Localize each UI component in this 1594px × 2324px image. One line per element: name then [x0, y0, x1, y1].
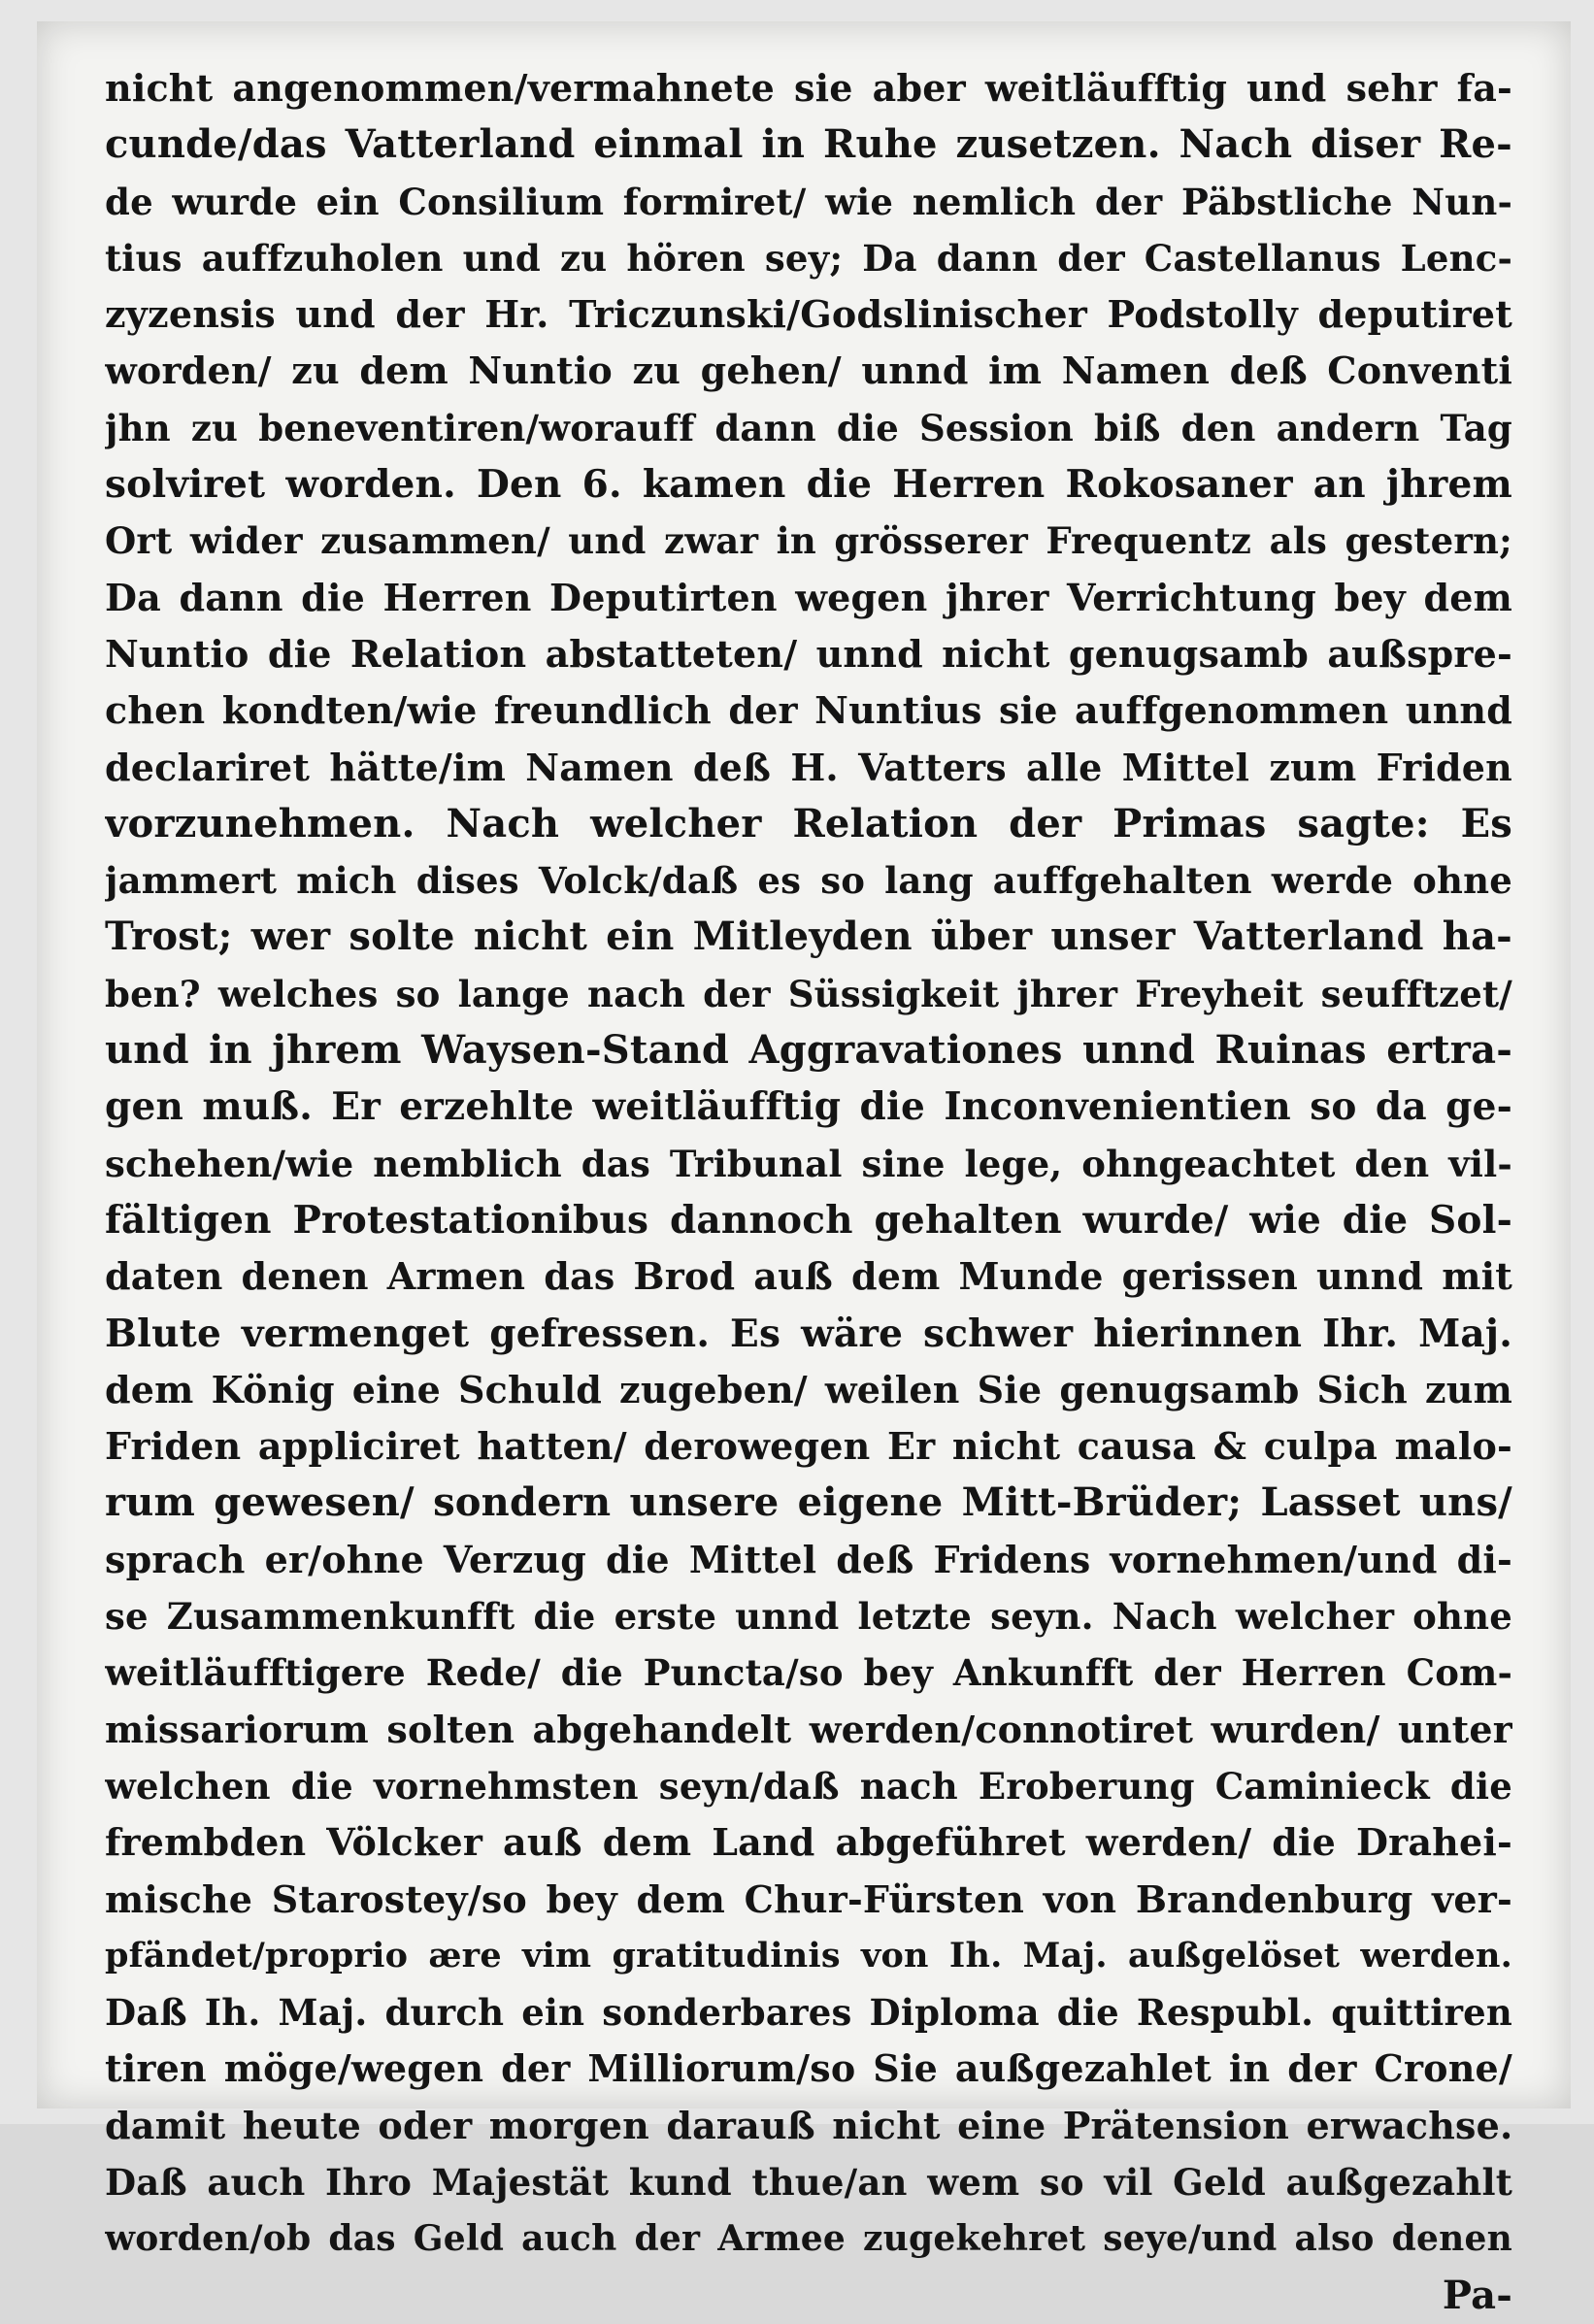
text-line: frembden Völcker auß dem Land abgeführet werden/ die Drahei- [105, 1820, 1512, 1865]
text-line: damit heute oder morgen darauß nicht eine Prätension erwachse. [105, 2103, 1512, 2147]
text-line: Friden appliciret hatten/ derowegen Er nicht causa & culpa malo- [105, 1424, 1512, 1469]
text-line: jhn zu beneventiren/worauff dann die Session biß den andern Tag [105, 406, 1512, 449]
text-line: pfändet/proprio ære vim gratitudinis von Ih. Maj. außgelöset werden. [105, 1935, 1512, 1975]
body-text [105, 60, 1512, 2324]
text-line: chen kondten/wie freundlich der Nuntius sie auffgenommen unnd [105, 688, 1512, 733]
text-line: daten denen Armen das Brod auß dem Munde gerissen unnd mit [105, 1254, 1512, 1299]
text-line: declariret hätte/im Namen deß H. Vatters alle Mittel zum Friden [105, 745, 1512, 789]
text-line: Nuntio die Relation abstatteten/ unnd nicht genugsamb außspre- [105, 631, 1512, 676]
text-line: dem König eine Schuld zugeben/ weilen Sie genugsamb Sich zum [105, 1367, 1512, 1411]
text-line: se Zusammenkunfft die erste unnd letzte seyn. Nach welcher ohne [105, 1595, 1512, 1639]
text-line: worden/ob das Geld auch der Armee zugekehret seye/und also denen [105, 2218, 1512, 2260]
text-line: ben? welches so lange nach der Süssigkeit jhrer Freyheit seufftzet/ [105, 972, 1512, 1015]
text-line: jammert mich dises Volck/daß es so lang auffgehalten werde ohne [105, 859, 1512, 903]
printed-page [37, 21, 1571, 2318]
text-line: solviret worden. Den 6. kamen die Herren Rokosaner an jhrem [105, 462, 1512, 508]
text-line: Trost; wer solte nicht ein Mitleyden über unser Vatterland ha- [105, 913, 1512, 960]
text-line: nicht angenommen/vermahnete sie aber weitläufftig und sehr fa- [105, 66, 1512, 110]
text-line: Daß Ih. Maj. durch ein sonderbares Diploma die Respubl. quittiren [105, 1991, 1512, 2035]
text-line: Da dann die Herren Deputirten wegen jhrer Verrichtung bey dem [105, 575, 1512, 619]
text-line: cunde/das Vatterland einmal in Ruhe zusetzen. Nach diser Re- [105, 121, 1512, 168]
text-line: welchen die vornehmsten seyn/daß nach Eroberung Caminieck die [105, 1764, 1512, 1808]
text-line: gen muß. Er erzehlte weitläufftig die Inconvenientien so da ge- [105, 1084, 1512, 1130]
text-line: de wurde ein Consilium formiret/ wie nemlich der Päbstliche Nun- [105, 180, 1512, 223]
text-line: worden/ zu dem Nuntio zu gehen/ unnd im Namen deß Conventi [105, 349, 1512, 393]
catchword: Pa- [1442, 2272, 1512, 2318]
text-line: zyzensis und der Hr. Triczunski/Godslinischer Podstolly deputiret [105, 292, 1512, 337]
text-line: tius auffzuholen und zu hören sey; Da dann der Castellanus Lenc- [105, 236, 1512, 280]
text-line: rum gewesen/ sondern unsere eigene Mitt-Brüder; Lasset uns/ [105, 1479, 1512, 1526]
text-line: Daß auch Ihro Majestät kund thue/an wem so vil Geld außgezahlt [105, 2160, 1512, 2204]
text-line: tiren möge/wegen der Milliorum/so Sie außgezahlet in der Crone/ [105, 2046, 1512, 2091]
text-line: schehen/wie nemblich das Tribunal sine lege, ohngeachtet den vil- [105, 1142, 1512, 1185]
text-line: sprach er/ohne Verzug die Mittel deß Fridens vornehmen/und di- [105, 1537, 1512, 1581]
text-line: mische Starostey/so bey dem Chur-Fürsten von Brandenburg ver- [105, 1876, 1512, 1921]
text-line: Blute vermenget gefressen. Es wäre schwer hierinnen Ihr. Maj. [105, 1311, 1512, 1356]
text-line: Ort wider zusammen/ und zwar in grösserer Frequentz als gestern; [105, 519, 1512, 563]
text-line: fältigen Protestationibus dannoch gehalten wurde/ wie die Sol- [105, 1197, 1512, 1243]
text-line: missariorum solten abgehandelt werden/connotiret wurden/ unter [105, 1707, 1512, 1751]
text-line: vorzunehmen. Nach welcher Relation der Primas sagte: Es [105, 800, 1512, 847]
text-line: weitläufftigere Rede/ die Puncta/so bey Ankunfft der Herren Com- [105, 1651, 1512, 1695]
text-line: und in jhrem Waysen-Stand Aggravationes unnd Ruinas ertra- [105, 1027, 1512, 1074]
